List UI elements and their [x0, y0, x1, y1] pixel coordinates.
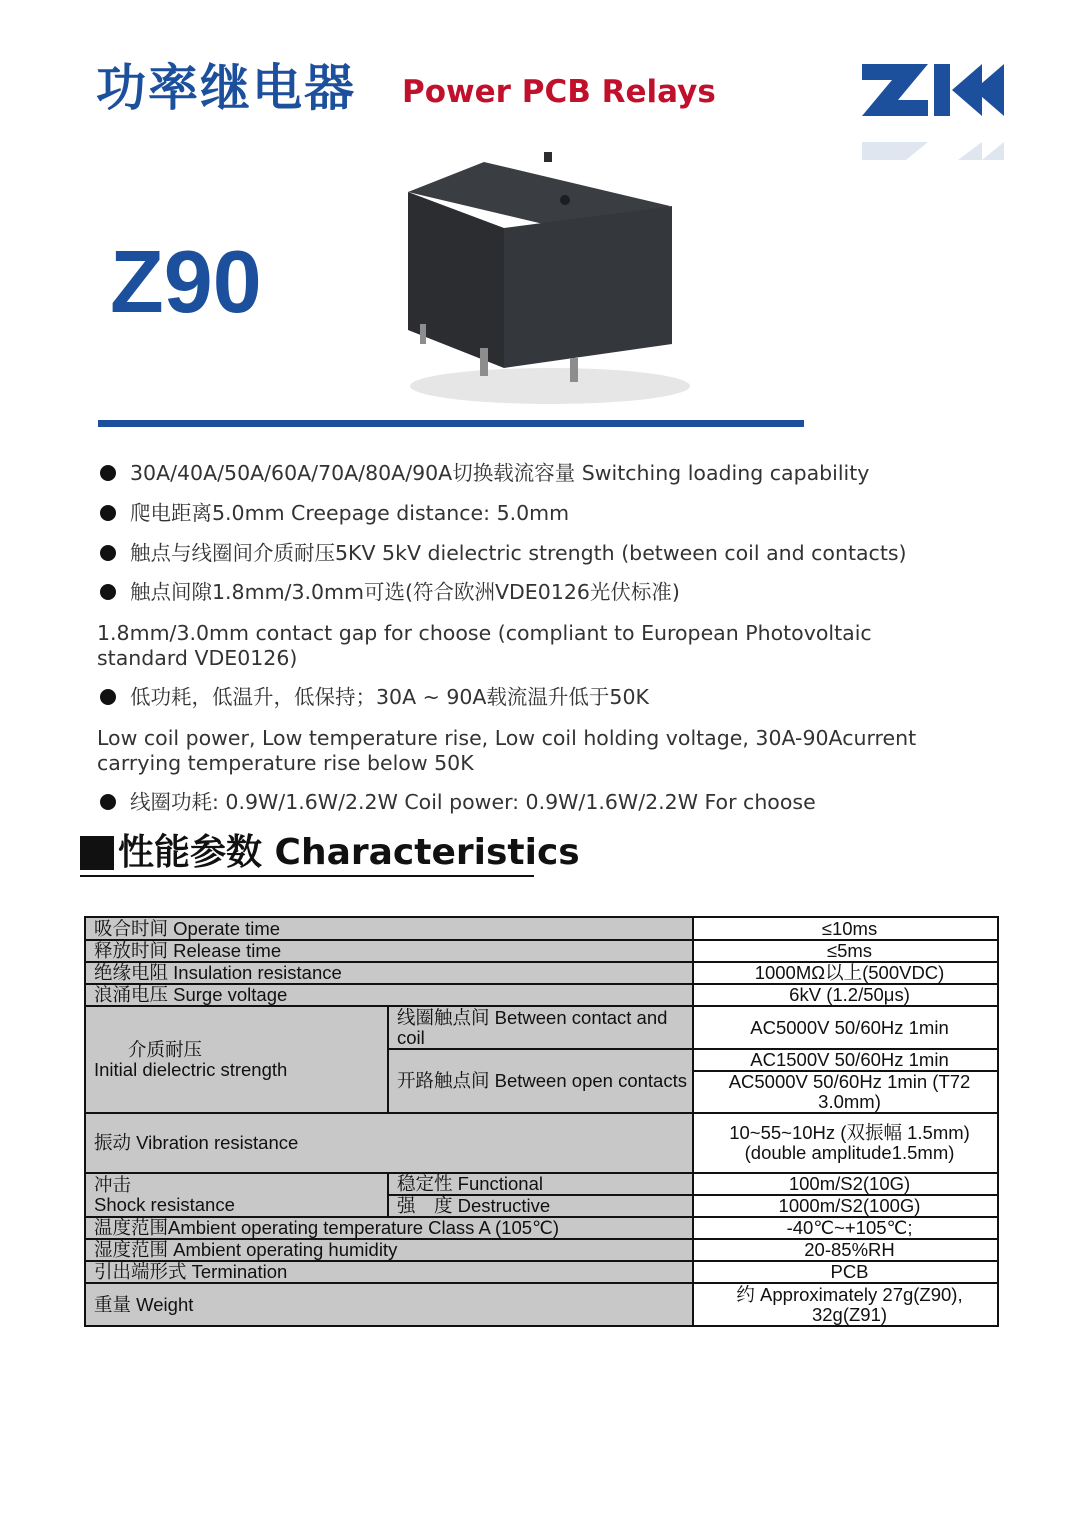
spec-label: 重量 Weight [85, 1283, 693, 1326]
spec-sublabel: 强 度 Destructive [388, 1195, 693, 1217]
spec-label: 振动 Vibration resistance [85, 1113, 693, 1173]
dielectric-label-cn: 介质耐压 [128, 1038, 203, 1060]
feature-item: 触点间隙1.8mm/3.0mm可选(符合欧洲VDE0126光伏标准) [97, 580, 977, 605]
table-row [85, 1239, 998, 1261]
spec-sublabel: 线圈触点间 Between contact and coil [388, 1006, 693, 1049]
table-row [85, 1261, 998, 1283]
spec-value: ≤5ms [693, 940, 998, 962]
spec-value: ≤10ms [693, 917, 998, 940]
table-row [85, 940, 998, 962]
dielectric-label-en: Initial dielectric strength [94, 1058, 288, 1080]
relay-product-image [400, 148, 690, 410]
spec-value: AC1500V 50/60Hz 1min [693, 1049, 998, 1071]
spec-value: 6kV (1.2/50μs) [693, 984, 998, 1006]
spec-label: 湿度范围 Ambient operating humidity [85, 1239, 693, 1261]
spec-value: AC5000V 50/60Hz 1min (T72 3.0mm) [693, 1071, 998, 1113]
spec-value: 100m/S2(10G) [693, 1173, 998, 1195]
bullet-icon [100, 794, 116, 810]
spec-label: 吸合时间 Operate time [85, 917, 693, 940]
bullet-icon [100, 505, 116, 521]
bullet-icon [100, 584, 116, 600]
table-row [85, 917, 998, 940]
section-heading: 性能参数 Characteristics [80, 830, 580, 876]
spec-label: 浪涌电压 Surge voltage [85, 984, 693, 1006]
feature-item: 线圈功耗: 0.9W/1.6W/2.2W Coil power: 0.9W/1.6W/2.2W For choose [97, 790, 977, 815]
model-number: Z90 [110, 232, 262, 331]
bullet-icon [100, 465, 116, 481]
shock-label [85, 1173, 388, 1217]
feature-item: 30A/40A/50A/60A/70A/80A/90A切换载流容量 Switching loading capability [97, 461, 977, 486]
spec-value: 1000m/S2(100G) [693, 1195, 998, 1217]
spec-value: PCB [693, 1261, 998, 1283]
feature-item-english: Low coil power, Low temperature rise, Low coil holding voltage, 30A-90Acurrent carrying temperature rise below 50K [97, 726, 917, 775]
spec-value: AC5000V 50/60Hz 1min [693, 1006, 998, 1049]
header-divider [98, 420, 804, 427]
characteristics-table [84, 916, 999, 1327]
spec-label: 温度范围Ambient operating temperature Class A (105℃) [85, 1217, 693, 1239]
spec-value: 1000MΩ以上(500VDC) [693, 962, 998, 984]
feature-item: 爬电距离5.0mm Creepage distance: 5.0mm [97, 501, 977, 526]
table-row [85, 1113, 998, 1173]
bullet-icon [100, 689, 116, 705]
feature-item-english: 1.8mm/3.0mm contact gap for choose (compliant to European Photovoltaic standard VDE0126) [97, 621, 872, 670]
spec-value: 10~55~10Hz (双振幅 1.5mm)(double amplitude1.5mm) [693, 1113, 998, 1173]
section-underline [80, 875, 534, 877]
table-row [85, 962, 998, 984]
feature-item: 触点与线圈间介质耐压5KV 5kV dielectric strength (between coil and contacts) [97, 541, 977, 566]
spec-value: -40℃~+105℃; [693, 1217, 998, 1239]
company-logo [858, 56, 1008, 162]
table-row [85, 1217, 998, 1239]
title-english: Power PCB Relays [402, 74, 716, 110]
dielectric-label [85, 1006, 388, 1113]
spec-label: 绝缘电阻 Insulation resistance [85, 962, 693, 984]
spec-sublabel: 稳定性 Functional [388, 1173, 693, 1195]
table-row [85, 1283, 998, 1326]
table-row [85, 1006, 998, 1049]
square-bullet-icon [80, 836, 114, 870]
spec-value: 约 Approximately 27g(Z90), 32g(Z91) [693, 1283, 998, 1326]
table-row [85, 984, 998, 1006]
spec-label: 释放时间 Release time [85, 940, 693, 962]
feature-item: 低功耗，低温升，低保持；30A ~ 90A载流温升低于50K [97, 685, 977, 710]
shock-label-cn: 冲击 [94, 1174, 132, 1195]
spec-label: 引出端形式 Termination [85, 1261, 693, 1283]
bullet-icon [100, 545, 116, 561]
title-chinese: 功率继电器 [96, 59, 356, 117]
spec-sublabel: 开路触点间 Between open contacts [388, 1049, 693, 1113]
shock-label-en: Shock resistance [94, 1194, 235, 1215]
spec-value: 20-85%RH [693, 1239, 998, 1261]
table-row [85, 1173, 998, 1195]
